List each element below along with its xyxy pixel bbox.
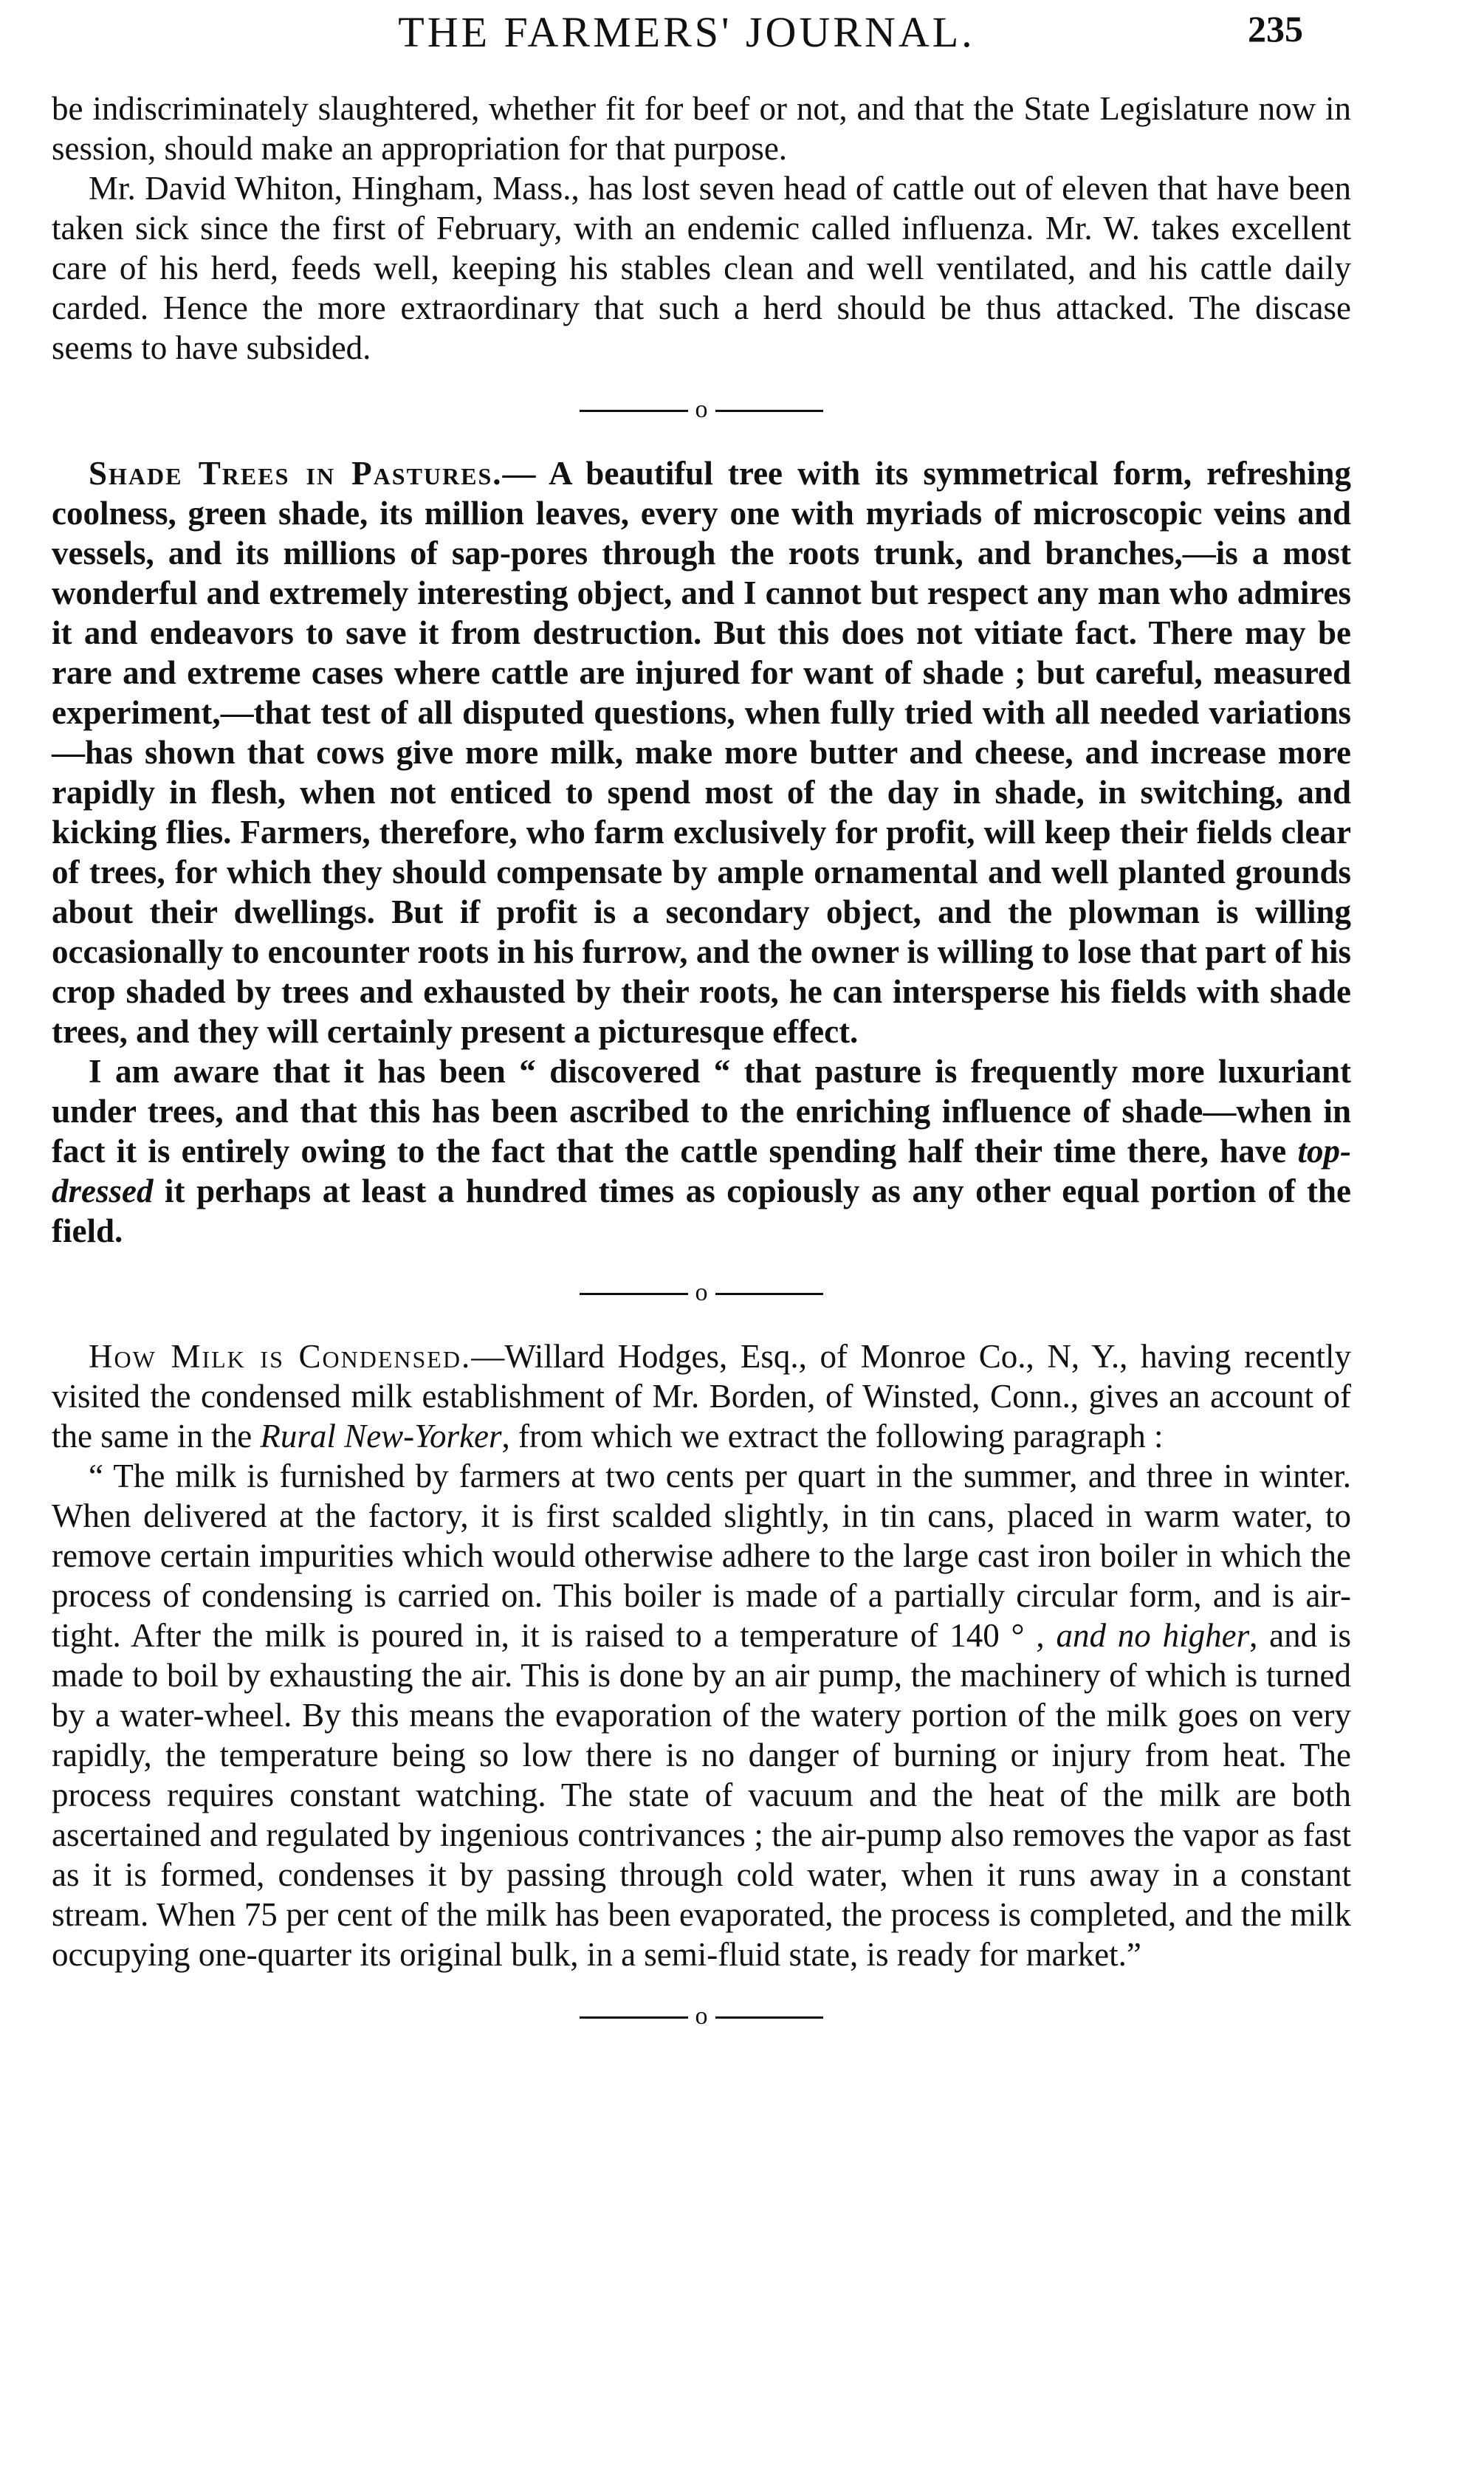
paragraph-text: —Willard Hodges, Esq., of Monroe Co., N, Y., having recently visited the condensed milk establishment of Mr. Borden, of Winsted, Conn., gives an account of the same in the [52, 1338, 1351, 1455]
section-separator [580, 2004, 823, 2029]
paragraph-text: “ The milk is furnished by farmers at two cents per quart in the summer, and three in winter. When delivered at the factory, it is first scalded slightly, in tin cans, placed in warm water, to remove certain impurities which would otherwise adhere to the large cast iron boiler in which the process of condensing is carried on. This boiler is made of a partially circular form, and is air-tight. After the milk is poured in, it is raised to a temperature of 140 ° , [52, 1458, 1351, 1654]
article-shade-trees [52, 453, 1351, 1251]
page-number: 235 [1248, 8, 1303, 49]
separator-mark: o [688, 2002, 715, 2030]
running-title: THE FARMERS' JOURNAL. [398, 8, 975, 56]
separator-mark: o [688, 396, 715, 423]
section-separator [580, 397, 823, 422]
paragraph-text: — A beautiful tree with its symmetrical form, refreshing coolness, green shade, its million leaves, every one with myriads of microscopic veins and vessels, and its millions of sap-pores through the roots trunk, and branches,—is a most wonderful and extremely interesting object, and I cannot but respect any man who admires it and endeavors to save it from destruction. But this does not vitiate fact. There may be rare and extreme cases where cattle are injured for want of shade ; but careful, measured experiment,—that test of all disputed questions, when fully tried with all needed variations—has shown that cows give more milk, make more butter and cheese, and increase more rapidly in flesh, when not enticed to spend most of the day in shade, in switching, and kicking flies. Farmers, therefore, who farm exclusively for profit, will keep their fields clear of trees, for which they should compensate by ample ornamental and well planted grounds about their dwellings. But if profit is a secondary object, and the plowman is willing occasionally to encounter roots in his furrow, and the owner is willing to lose that part of his crop shaded by trees and exhausted by their roots, he can intersperse his fields with shade trees, and they will certainly present a picturesque effect. [52, 455, 1352, 1050]
article-heading: How Milk is Condensed. [89, 1338, 472, 1375]
paragraph-text: it perhaps at least a hundred times as copiously as any other equal portion of the field. [52, 1173, 1351, 1249]
article-paragraph: Mr. David Whiton, Hingham, Mass., has lost seven head of cattle out of eleven that have been taken sick since the first of February, with an endemic called influenza. Mr. W. takes excellent care of his herd, feeds well, keeping his stables clean and well ventilated, and his cattle daily carded. Hence the more extraordinary that such a herd should be thus attacked. The discase seems to have subsided. [52, 170, 1351, 366]
paragraph-text: I am aware that it has been “ discovered “ that pasture is frequently more luxuriant under trees, and that this has been ascribed to the enriching influence of shade—when in fact it is entirely owing to the fact that the cattle spending half their time there, have [52, 1053, 1351, 1170]
separator-mark: o [688, 1279, 715, 1306]
article-condensed-milk [52, 1336, 1351, 1974]
italic-text: and no higher [1056, 1617, 1250, 1654]
article-paragraph: be indiscriminately slaughtered, whether fit for beef or not, and that the State Legislature now in session, should make an appropriation for that purpose. [52, 90, 1351, 167]
italic-text: top-dressed [52, 1133, 1351, 1209]
italic-text: Rural New-Yorker [260, 1418, 502, 1455]
article-paragraph [52, 453, 1351, 1051]
article-cattle-disease [52, 89, 1351, 368]
paragraph-text: , from which we extract the following paragraph : [501, 1418, 1164, 1455]
text-column [52, 89, 1351, 2060]
paragraph-text: , and is made to boil by exhausting the air. This is done by an air pump, the machinery of which is turned by a water-wheel. By this means the evaporation of the watery portion of the milk goes on very rapidly, the temperature being so low there is no danger of burning or injury from heat. The process requires constant watching. The state of vacuum and the heat of the milk are both ascertained and regulated by ingenious contrivances ; the air-pump also removes the vapor as fast as it is formed, condenses it by passing through cold water, when it runs away in a constant stream. When 75 per cent of the milk has been evaporated, the process is completed, and the milk occupying one-quarter its original bulk, in a semi-fluid state, is ready for market.” [52, 1617, 1351, 1973]
article-paragraph [52, 1336, 1351, 1456]
page-header [0, 7, 1484, 66]
article-paragraph [52, 1051, 1351, 1251]
article-heading: Shade Trees in Pastures. [89, 455, 503, 492]
quoted-paragraph [52, 1456, 1351, 1974]
section-separator [580, 1280, 823, 1305]
